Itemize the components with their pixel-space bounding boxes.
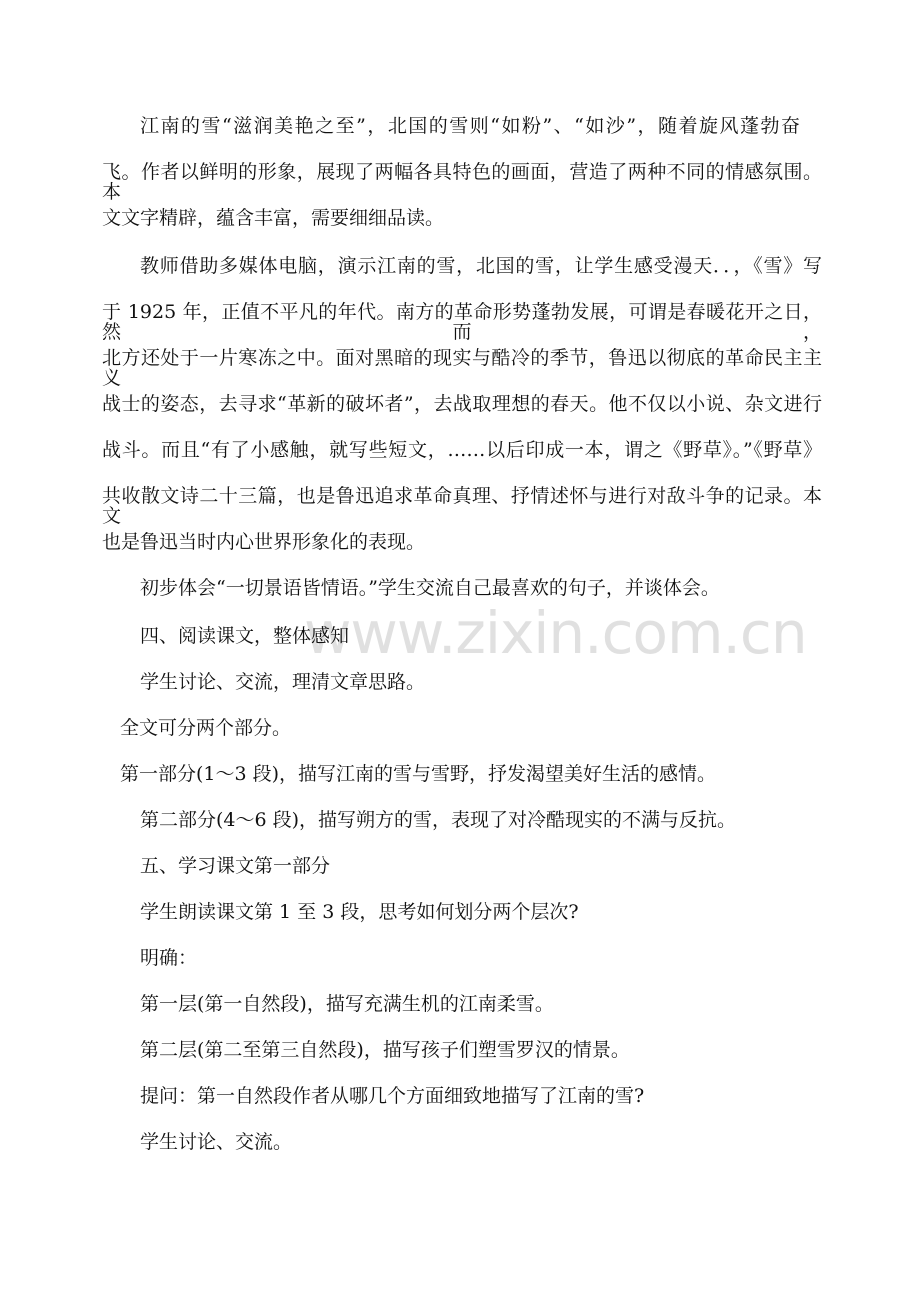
text-line: 战斗。而且“有了小感触，就写些短文，……以后印成一本，谓之《野草》。”《野草》 bbox=[102, 439, 822, 461]
text-line: 学生讨论、交流，理清文章思路。 bbox=[140, 671, 426, 693]
text-line: 提问：第一自然段作者从哪几个方面细致地描写了江南的雪? bbox=[140, 1085, 645, 1107]
text-line: 明确： bbox=[140, 947, 198, 969]
watermark: www.zixin.com.cn bbox=[304, 599, 807, 667]
text-line: 战士的姿态，去寻求“革新的破坏者”，去战取理想的春天。他不仅以小说、杂文进行 bbox=[102, 393, 822, 415]
section-heading: 五、学习课文第一部分 bbox=[140, 855, 331, 877]
text-line: 学生朗读课文第 1 至 3 段，思考如何划分两个层次? bbox=[140, 901, 579, 923]
text-line: 文文字精辟，蕴含丰富，需要细细品读。 bbox=[102, 207, 445, 229]
text-line: 第一层(第一自然段)，描写充满生机的江南柔雪。 bbox=[140, 993, 554, 1015]
text-line: 北方还处于一片寒冻之中。面对黑暗的现实与酷冷的季节，鲁迅以彻底的革命民主主义 bbox=[102, 347, 822, 389]
text-line: 飞。作者以鲜明的形象，展现了两幅各具特色的画面，营造了两种不同的情感氛围。本 bbox=[102, 161, 822, 203]
text-line: 教师借助多媒体电脑，演示江南的雪，北国的雪，让学生感受漫天．．，《雪》写 bbox=[140, 255, 822, 277]
text-line: 于 1925 年，正值不平凡的年代。南方的革命形势蓬勃发展，可谓是春暖花开之日，然而， bbox=[102, 301, 822, 343]
text-line: 第二部分(4～6 段)，描写朔方的雪，表现了对冷酷现实的不满与反抗。 bbox=[140, 809, 737, 831]
text-line: 学生讨论、交流。 bbox=[140, 1131, 293, 1153]
section-heading: 四、阅读课文，整体感知 bbox=[140, 625, 350, 647]
text-line: 全文可分两个部分。 bbox=[120, 717, 292, 739]
text-line: 也是鲁迅当时内心世界形象化的表现。 bbox=[102, 531, 426, 553]
text-line: 第一部分(1～3 段)，描写江南的雪与雪野，抒发渴望美好生活的感情。 bbox=[120, 763, 717, 785]
text-line: 初步体会“一切景语皆情语。”学生交流自己最喜欢的句子，并谈体会。 bbox=[140, 577, 720, 599]
text-line: 第二层(第二至第三自然段)，描写孩子们塑雪罗汉的情景。 bbox=[140, 1039, 630, 1061]
text-line: 共收散文诗二十三篇，也是鲁迅追求革命真理、抒情述怀与进行对敌斗争的记录。本文 bbox=[102, 485, 822, 527]
text-line: 江南的雪“滋润美艳之至”，北国的雪则“如粉”、“如沙”，随着旋风蓬勃奋 bbox=[140, 115, 800, 137]
